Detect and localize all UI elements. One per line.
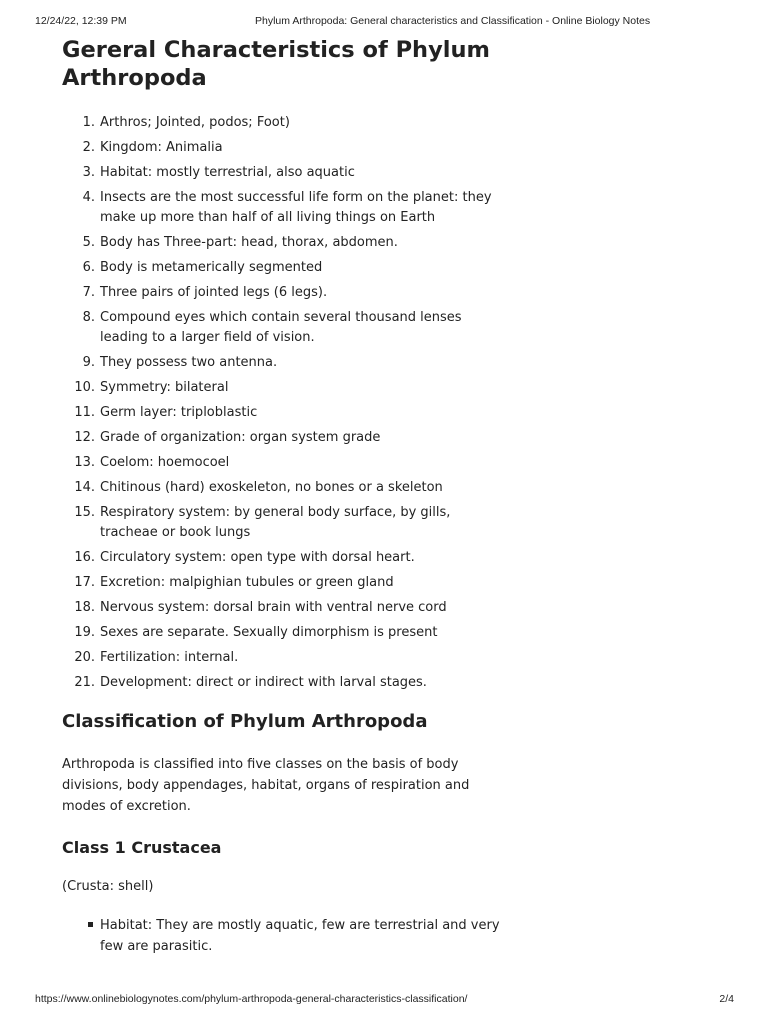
list-item-text: Body is metamerically segmented xyxy=(100,260,323,275)
list-item-text: They possess two antenna. xyxy=(100,355,278,370)
print-url: https://www.onlinebiologynotes.com/phylum-arthropoda-general-characteristics-classification/ xyxy=(35,993,468,1005)
list-item-number: 16. xyxy=(74,550,95,565)
list-item-text: Coelom: hoemocoel xyxy=(100,455,230,470)
list-item xyxy=(62,353,502,373)
list-item-text: Habitat: mostly terrestrial, also aquatic xyxy=(100,165,355,180)
list-item xyxy=(62,598,502,618)
list-item-text: Respiratory system: by general body surface, by gills, tracheae or book lungs xyxy=(100,505,451,540)
list-item xyxy=(62,233,502,253)
list-item xyxy=(62,573,502,593)
list-item xyxy=(62,453,502,473)
list-item-number: 20. xyxy=(74,650,95,665)
list-item-text: Symmetry: bilateral xyxy=(100,380,229,395)
list-item-number: 21. xyxy=(74,675,95,690)
list-item-number: 2. xyxy=(82,140,95,155)
list-item-text: Chitinous (hard) exoskeleton, no bones or a skeleton xyxy=(100,480,443,495)
class1-note: (Crusta: shell) xyxy=(62,879,154,894)
list-item-number: 11. xyxy=(74,405,95,420)
square-bullet-icon xyxy=(88,922,93,927)
list-item xyxy=(62,378,502,398)
characteristics-list xyxy=(62,113,502,693)
list-item-text: Grade of organization: organ system grade xyxy=(100,430,381,445)
list-item-number: 13. xyxy=(74,455,95,470)
list-item-number: 14. xyxy=(74,480,95,495)
list-item xyxy=(62,138,502,158)
print-page-title: Phylum Arthropoda: General characteristics and Classification - Online Biology Notes xyxy=(255,15,651,27)
list-item-number: 15. xyxy=(74,505,95,520)
list-item-text: Germ layer: triploblastic xyxy=(100,405,258,420)
list-item-number: 18. xyxy=(74,600,95,615)
list-item xyxy=(62,648,502,668)
list-item-number: 4. xyxy=(82,190,95,205)
list-item-text: Development: direct or indirect with larval stages. xyxy=(100,675,427,690)
list-item-text: Fertilization: internal. xyxy=(100,650,239,665)
article-content xyxy=(62,36,502,957)
list-item-text: Sexes are separate. Sexually dimorphism is present xyxy=(100,625,438,640)
list-item xyxy=(62,623,502,643)
list-item xyxy=(62,503,502,543)
list-item-number: 7. xyxy=(82,285,95,300)
list-item xyxy=(62,915,502,957)
list-item xyxy=(62,478,502,498)
class1-heading: Class 1 Crustacea xyxy=(62,838,222,857)
list-item-number: 12. xyxy=(74,430,95,445)
list-item xyxy=(62,548,502,568)
list-item xyxy=(62,403,502,423)
list-item-number: 9. xyxy=(82,355,95,370)
list-item-text: Excretion: malpighian tubules or green gland xyxy=(100,575,394,590)
list-item-text: Arthros; Jointed, podos; Foot) xyxy=(100,115,290,130)
list-item-text: Nervous system: dorsal brain with ventral nerve cord xyxy=(100,600,447,615)
list-item xyxy=(62,428,502,448)
list-item-number: 6. xyxy=(82,260,95,275)
print-page-number: 2/4 xyxy=(719,993,734,1005)
list-item-number: 8. xyxy=(82,310,95,325)
list-item-text: Three pairs of jointed legs (6 legs). xyxy=(100,285,328,300)
list-item-number: 17. xyxy=(74,575,95,590)
list-item-text: Kingdom: Animalia xyxy=(100,140,223,155)
list-item-text: Insects are the most successful life form on the planet: they make up more than half of all living things on Earth xyxy=(100,190,492,225)
class1-bullet-list xyxy=(62,915,502,957)
list-item-text: Body has Three-part: head, thorax, abdomen. xyxy=(100,235,398,250)
list-item-number: 1. xyxy=(82,115,95,130)
list-item xyxy=(62,673,502,693)
classification-heading: Classification of Phylum Arthropoda xyxy=(62,711,428,732)
list-item-text: Circulatory system: open type with dorsal heart. xyxy=(100,550,415,565)
list-item xyxy=(62,163,502,183)
article-heading: Gereral Characteristics of Phylum Arthropoda xyxy=(62,37,490,91)
list-item xyxy=(62,188,502,228)
classification-paragraph: Arthropoda is classified into five classes on the basis of body divisions, body appendages, habitat, organs of respiration and modes of excretion. xyxy=(62,757,470,814)
list-item xyxy=(62,283,502,303)
list-item-number: 19. xyxy=(74,625,95,640)
list-item-text: Compound eyes which contain several thousand lenses leading to a larger field of vision. xyxy=(100,310,462,345)
list-item xyxy=(62,258,502,278)
print-datetime: 12/24/22, 12:39 PM xyxy=(35,15,127,27)
list-item xyxy=(62,113,502,133)
list-item-text: Habitat: They are mostly aquatic, few are terrestrial and very few are parasitic. xyxy=(100,918,500,954)
list-item-number: 3. xyxy=(82,165,95,180)
list-item xyxy=(62,308,502,348)
list-item-number: 10. xyxy=(74,380,95,395)
list-item-number: 5. xyxy=(82,235,95,250)
